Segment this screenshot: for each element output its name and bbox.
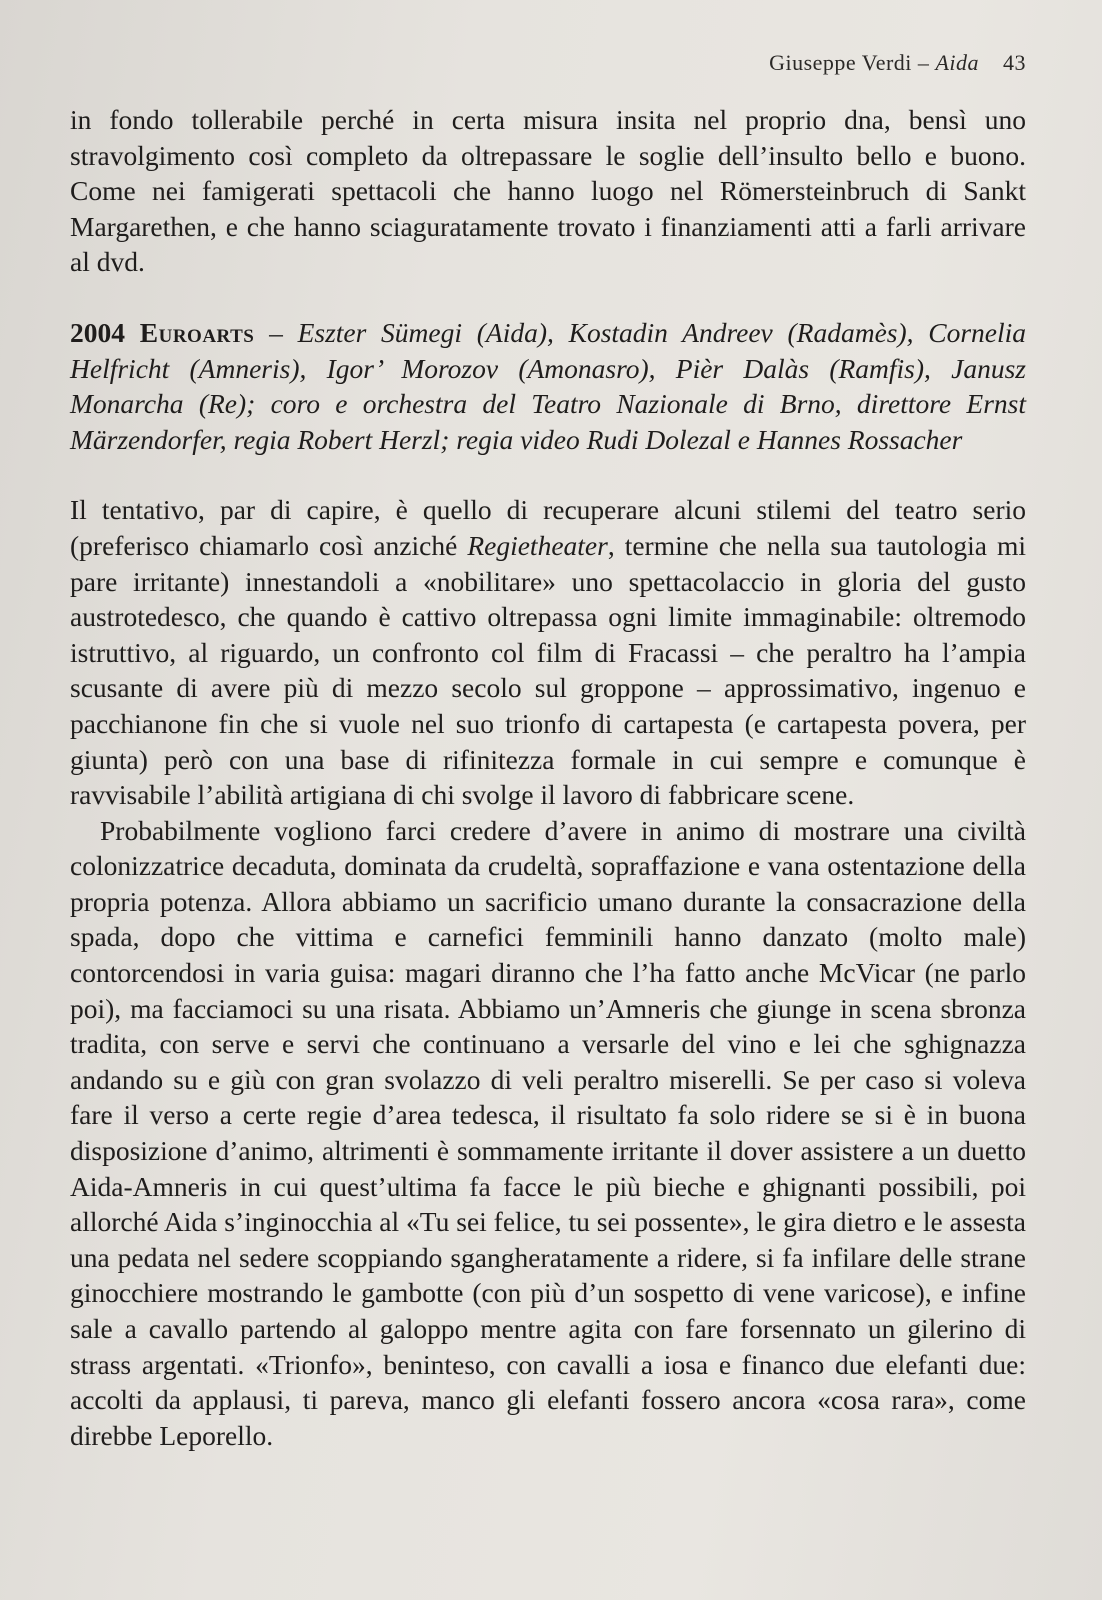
paragraph-text: Il tentativo, par di capire, è quello di recuperare alcuni stilemi del teatro serio (preferisco chiamarlo così anziché bbox=[70, 494, 1026, 561]
paragraph-review-intro bbox=[70, 492, 1026, 812]
running-head bbox=[70, 50, 1026, 76]
spacer bbox=[70, 457, 1026, 492]
entry-dash: – bbox=[254, 316, 298, 348]
book-page bbox=[70, 50, 1026, 1453]
running-head-author: Giuseppe Verdi – bbox=[769, 50, 936, 75]
entry-label: Euroarts bbox=[139, 316, 255, 348]
italic-term: Regietheater bbox=[467, 529, 608, 561]
page-number: 43 bbox=[1003, 50, 1026, 75]
spacer bbox=[70, 280, 1026, 315]
entry-details: Eszter Sümegi (Aida), Kostadin Andreev (Radamès), Cornelia Helfricht (Amneris), Igor’ Morozov (Amonasro), Pièr Dalàs (Ramfis), Janusz Monarcha (Re); coro e orchestra del Teatro Nazionale di Brno, direttore Ernst Märzendorfer, regia Robert Herzl; regia video Rudi Dolezal e Hannes Rossacher bbox=[70, 316, 1027, 455]
running-head-work: Aida bbox=[935, 50, 979, 75]
paragraph-continuation: in fondo tollerabile perché in certa misura insita nel proprio dna, bensì uno stravolgimento così completo da oltrepassare le soglie dell’insulto bello e buono. Come nei famigerati spettacoli che hanno luogo nel Römersteinbruch di Sankt Margarethen, e che hanno sciaguratamente trovato i finanziamenti atti a farli arrivare al dvd. bbox=[70, 104, 1026, 278]
discography-entry bbox=[70, 315, 1026, 457]
paragraph-review-body: Probabilmente vogliono farci credere d’avere in animo di mostrare una civiltà colonizzatrice decaduta, dominata da crudeltà, sopraffazione e vana ostentazione della propria potenza. Allora abbiamo un sacrificio umano durante la consacrazione della spada, dopo che vittima e carnefici femminili hanno danzato (molto male) contorcendosi in varia guisa: magari diranno che l’ha fatto anche McVicar (ne parlo poi), ma facciamoci su una risata. Abbiamo un’Amneris che giunge in scena sbronza tradita, con serve e servi che continuano a versarle del vino e lei che sghignazza andando su e giù con gran svolazzo di veli peraltro miserelli. Se per caso si voleva fare il verso a certe regie d’area tedesca, il risultato fa solo ridere se si è in buona disposizione d’animo, altrimenti è sommamente irritante il dover assistere a un duetto Aida-Amneris in cui quest’ultima fa facce le più bieche e ghignanti possibili, poi allorché Aida s’inginocchia al «Tu sei felice, tu sei possente», le gira dietro e le assesta una pedata nel sedere scoppiando sgangheratamente a ridere, si fa infilare delle strane ginocchiere mostrando le gambotte (con più d’un sospetto di vene varicose), e infine sale a cavallo partendo al galoppo mentre agita con fare forsennato un gilerino di strass argentati. «Trionfo», beninteso, con cavalli a iosa e financo due elefanti due: accolti da applausi, ti pareva, manco gli elefanti fossero ancora «cosa rara», come direbbe Leporello. bbox=[70, 814, 1026, 1451]
paragraph-text: , termine che nella sua tautologia mi pare irritante) innestandoli a «nobilitare» uno spettacolaccio in gloria del gusto austrotedesco, che quando è cattivo oltrepassa ogni limite immaginabile: oltremodo istruttivo, al riguardo, un confronto col film di Fracassi – che peraltro ha l’ampia scusante di avere più di mezzo secolo sul groppone – approssimativo, ingenuo e pacchianone fin che si vuole nel suo trionfo di cartapesta (e cartapesta povera, per giunta) però con una base di rifinitezza formale in cui sempre e comunque è ravvisabile l’abilità artigiana di chi svolge il lavoro di fabbricare scene. bbox=[70, 529, 1026, 811]
entry-year: 2004 bbox=[70, 316, 140, 348]
